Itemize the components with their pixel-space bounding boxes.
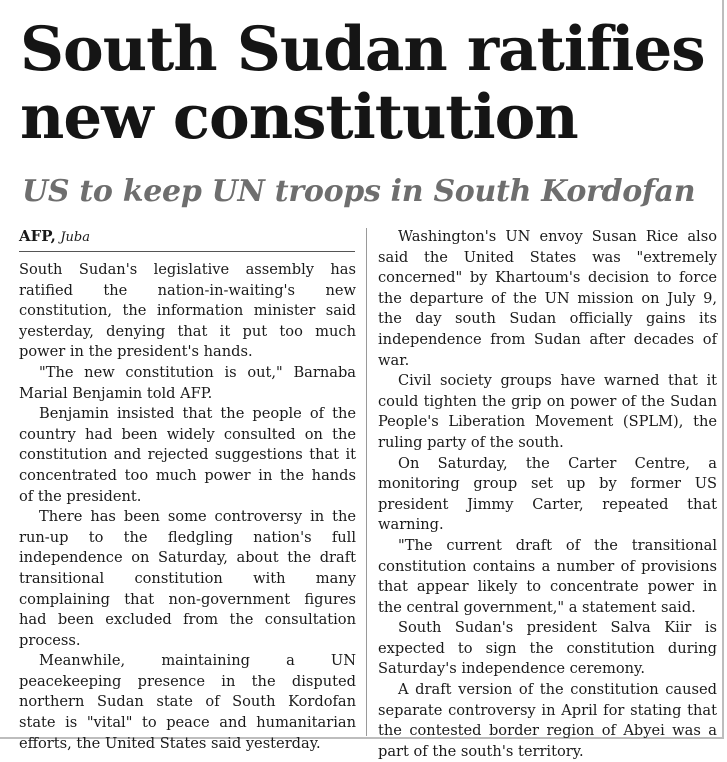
article-column-left [19,260,356,754]
article-column-right [378,227,717,762]
headline: South Sudan ratifies new constitution [20,14,705,153]
paragraph: There has been some controversy in the run-up to the fledgling nation's full independence on Saturday, about the draft transitional constitution with many complaining that non-government figures had been excluded from the consultation process. [19,508,356,649]
paragraph: Civil society groups have warned that it could tighten the grip on power of the Sudan People's Liberation Movement (SPLM), the ruling party of the south. [378,372,717,451]
paragraph: A draft version of the constitution caused separate controversy in April for stating that the contested border region of Abyei was a part of the south's territory. [378,681,717,760]
paragraph: "The new constitution is out," Barnaba Marial Benjamin told AFP. [19,363,356,402]
subheadline: US to keep UN troops in South Kordofan [22,174,696,209]
paragraph: On Saturday, the Carter Centre, a monitoring group set up by former US president Jimmy Carter, repeated that warning. [378,454,717,534]
paragraph: South Sudan's legislative assembly has ratified the nation-in-waiting's new constitution, the information minister said yesterday, denying that it put too much power in the president's hands. [19,261,356,361]
paragraph: Meanwhile, maintaining a UN peacekeeping presence in the disputed northern Sudan state of South Kordofan state is "vital" to peace and humanitarian efforts, the United States said yesterday. [19,652,356,752]
paragraph: Benjamin insisted that the people of the country had been widely consulted on the constitution and rejected suggestions that it concentrated too much power in the hands of the president. [19,405,356,505]
byline [19,227,90,247]
paragraph: Washington's UN envoy Susan Rice also said the United States was "extremely concerned" by Khartoum's decision to force the departure of the UN mission on July 9, the day south Sudan officially gains its independence from Sudan after decades of war. [378,228,717,369]
byline-rule [19,251,355,252]
column-divider [366,228,367,736]
paragraph: "The current draft of the transitional constitution contains a number of provisions that appear likely to concentrate power in the central government," a statement said. [378,536,717,616]
paragraph: South Sudan's president Salva Kiir is expected to sign the constitution during Saturday's independence ceremony. [378,619,717,678]
byline-agency: AFP, [19,227,56,245]
byline-location: Juba [60,230,90,245]
